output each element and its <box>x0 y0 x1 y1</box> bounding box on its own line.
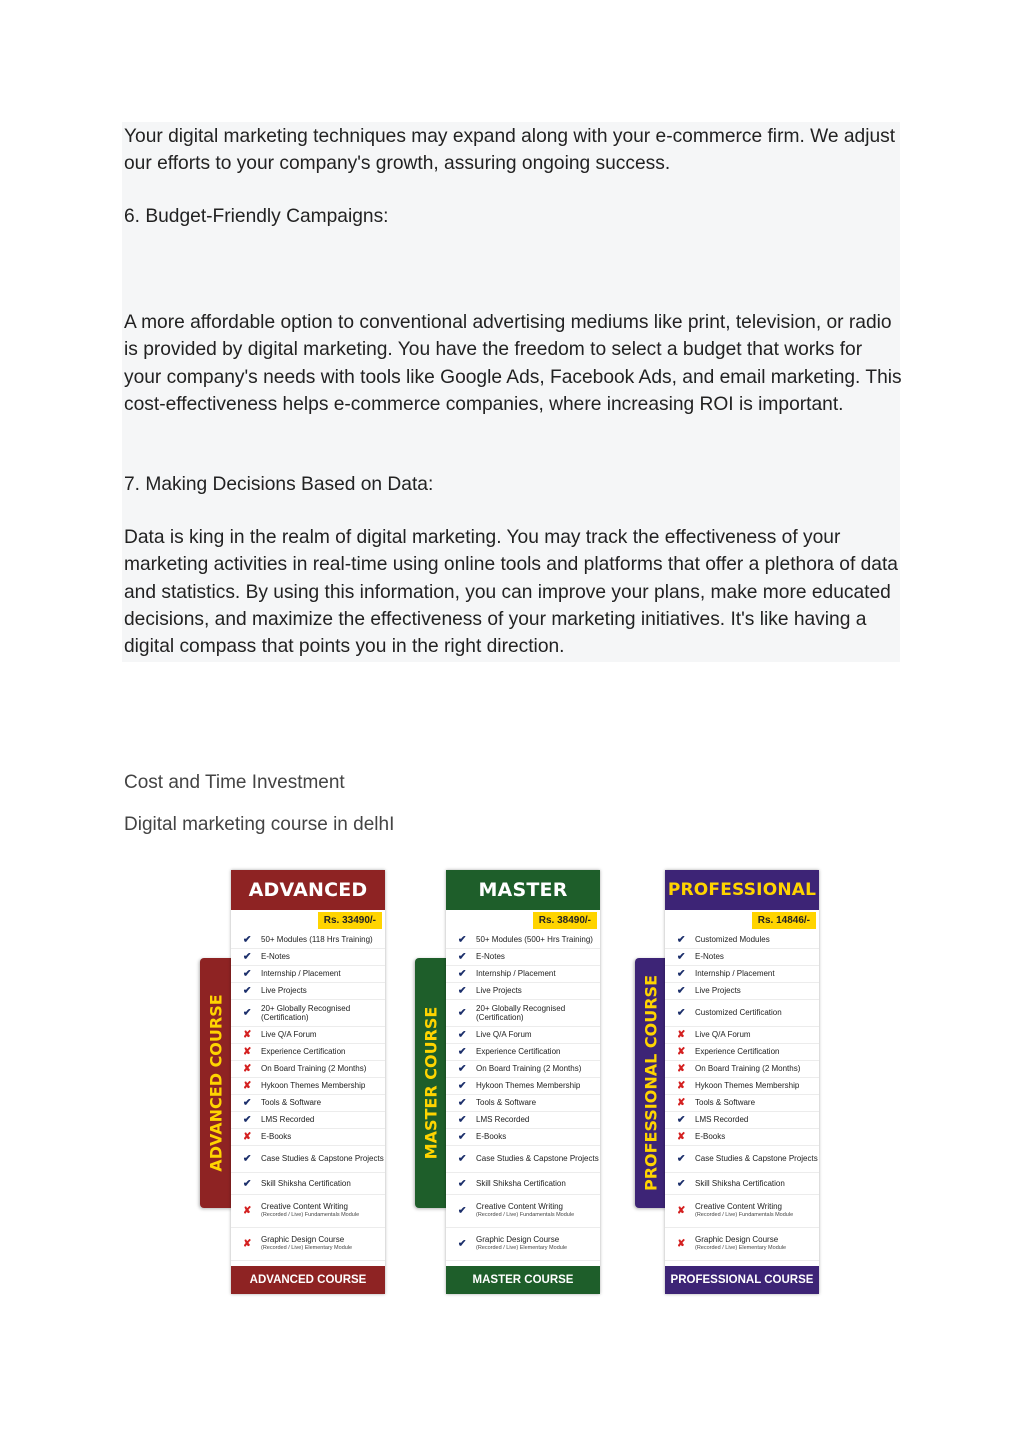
feature-row <box>231 983 385 1000</box>
feature-row <box>231 1195 385 1228</box>
feature-label: Internship / Placement <box>476 969 556 979</box>
feature-label: E-Books <box>695 1132 726 1142</box>
feature-row <box>446 1228 600 1261</box>
checkmark-icon: ✔ <box>458 1114 467 1126</box>
cross-icon: ✘ <box>243 1080 252 1092</box>
professional-course-card <box>665 870 819 1294</box>
cross-icon: ✘ <box>677 1080 686 1092</box>
feature-label: 20+ Globally Recognised (Certification) <box>261 1003 351 1022</box>
advanced-course-card <box>231 870 385 1294</box>
feature-row <box>231 1078 385 1095</box>
feature-label: Live Q/A Forum <box>261 1030 317 1040</box>
checkmark-icon: ✔ <box>458 985 467 997</box>
feature-row <box>231 1095 385 1112</box>
feature-row <box>446 1112 600 1129</box>
advanced-feature-list <box>231 932 385 1261</box>
feature-label: Creative Content Writing <box>476 1201 563 1211</box>
feature-text <box>476 1115 529 1125</box>
feature-text <box>261 1030 317 1040</box>
feature-label: 20+ Globally Recognised (Certification) <box>476 1003 566 1022</box>
feature-label: Graphic Design Course <box>476 1234 560 1244</box>
checkmark-icon: ✔ <box>458 1131 467 1143</box>
feature-text <box>261 1202 359 1221</box>
feature-row <box>665 1112 819 1129</box>
professional-card-title: PROFESSIONAL <box>665 870 819 910</box>
feature-text <box>695 1098 755 1108</box>
feature-note: (Recorded / Live) Fundamentals Module <box>476 1212 575 1218</box>
feature-text <box>695 1008 782 1018</box>
feature-text <box>261 1179 351 1189</box>
feature-label: E-Books <box>261 1132 292 1142</box>
advanced-card-footer: ADVANCED COURSE <box>231 1266 385 1294</box>
feature-row <box>665 1173 819 1195</box>
feature-label: Case Studies & Capstone Projects <box>695 1154 818 1164</box>
checkmark-icon: ✔ <box>458 1063 467 1075</box>
professional-side-tab <box>635 958 667 1208</box>
feature-text <box>261 1235 352 1254</box>
feature-label: 50+ Modules (500+ Hrs Training) <box>476 935 593 945</box>
feature-label: Tools & Software <box>476 1098 537 1108</box>
feature-label: Internship / Placement <box>261 969 341 979</box>
feature-text <box>476 1179 566 1189</box>
feature-row <box>665 1228 819 1261</box>
feature-label: E-Notes <box>476 952 505 962</box>
feature-label: Hykoon Themes Membership <box>261 1081 366 1091</box>
feature-text <box>476 1202 574 1221</box>
feature-row <box>446 966 600 983</box>
feature-label: On Board Training (2 Months) <box>261 1064 367 1074</box>
feature-text <box>695 986 741 996</box>
checkmark-icon: ✔ <box>458 1205 467 1217</box>
feature-label: LMS Recorded <box>476 1115 530 1125</box>
feature-row <box>665 1027 819 1044</box>
feature-row <box>665 1078 819 1095</box>
feature-label: E-Books <box>476 1132 507 1142</box>
feature-text <box>476 1030 532 1040</box>
feature-row <box>231 1112 385 1129</box>
checkmark-icon: ✔ <box>243 1153 252 1165</box>
master-card-title: MASTER <box>446 870 600 910</box>
professional-side-label: PROFESSIONAL COURSE <box>641 974 661 1192</box>
feature-row <box>446 983 600 1000</box>
master-card-footer: MASTER COURSE <box>446 1266 600 1294</box>
feature-label: Customized Certification <box>695 1008 782 1018</box>
paragraph-budget: A more affordable option to conventional advertising mediums like print, television, or radio is provided by digital marketing. You have the freedom to select a budget that works for your company's needs with tools like Google Ads, Facebook Ads, and email marketing. This cost-effectiveness helps e-commerce companies, where increasing ROI is important. <box>124 312 902 415</box>
feature-row <box>446 1000 600 1027</box>
cross-icon: ✘ <box>677 1063 686 1075</box>
feature-text <box>261 1004 385 1023</box>
feature-text <box>261 1081 365 1091</box>
feature-text <box>695 1115 748 1125</box>
feature-text <box>695 1081 799 1091</box>
feature-label: Live Q/A Forum <box>695 1030 751 1040</box>
feature-text <box>695 935 770 945</box>
feature-row <box>231 949 385 966</box>
feature-text <box>476 1154 599 1164</box>
feature-text <box>261 1098 321 1108</box>
cross-icon: ✘ <box>243 1046 252 1058</box>
feature-label: Hykoon Themes Membership <box>476 1081 581 1091</box>
checkmark-icon: ✔ <box>458 1097 467 1109</box>
checkmark-icon: ✔ <box>458 1080 467 1092</box>
feature-text <box>695 1202 793 1221</box>
paragraph-growth: Your digital marketing techniques may expand along with your e-commerce firm. We adjust our efforts to your company's growth, assuring ongoing success. <box>124 126 896 175</box>
feature-label: E-Notes <box>261 952 290 962</box>
feature-label: Customized Modules <box>695 935 770 945</box>
feature-row <box>446 1195 600 1228</box>
feature-label: LMS Recorded <box>261 1115 315 1125</box>
feature-row <box>446 1146 600 1173</box>
feature-row <box>665 1061 819 1078</box>
feature-row <box>446 1027 600 1044</box>
advanced-side-tab <box>200 958 232 1208</box>
feature-row <box>665 949 819 966</box>
cross-icon: ✘ <box>243 1205 252 1217</box>
feature-note: (Recorded / Live) Elementary Module <box>261 1245 353 1251</box>
feature-label: Internship / Placement <box>695 969 775 979</box>
professional-feature-list <box>665 932 819 1261</box>
cross-icon: ✘ <box>677 1097 686 1109</box>
feature-label: Skill Shiksha Certification <box>476 1178 566 1188</box>
feature-text <box>476 1235 567 1254</box>
checkmark-icon: ✔ <box>243 1114 252 1126</box>
feature-row <box>231 1173 385 1195</box>
feature-row <box>231 1228 385 1261</box>
feature-text <box>695 1047 779 1057</box>
cross-icon: ✘ <box>243 1131 252 1143</box>
feature-row <box>665 1044 819 1061</box>
feature-text <box>476 1098 536 1108</box>
feature-text <box>476 1047 560 1057</box>
feature-text <box>261 1132 291 1142</box>
feature-row <box>231 932 385 949</box>
cross-icon: ✘ <box>677 1205 686 1217</box>
master-feature-list <box>446 932 600 1261</box>
checkmark-icon: ✔ <box>243 1007 252 1019</box>
feature-row <box>446 1129 600 1146</box>
heading-data-decisions: 7. Making Decisions Based on Data: <box>124 474 434 495</box>
feature-note: (Recorded / Live) Elementary Module <box>695 1245 787 1251</box>
feature-text <box>695 969 775 979</box>
checkmark-icon: ✔ <box>458 1238 467 1250</box>
feature-label: 50+ Modules (118 Hrs Training) <box>261 935 373 945</box>
feature-note: (Recorded / Live) Fundamentals Module <box>695 1212 794 1218</box>
feature-label: Live Q/A Forum <box>476 1030 532 1040</box>
checkmark-icon: ✔ <box>458 1153 467 1165</box>
checkmark-icon: ✔ <box>458 1177 467 1189</box>
feature-text <box>695 1179 785 1189</box>
feature-text <box>476 952 505 962</box>
professional-price-badge: Rs. 14846/- <box>752 912 816 929</box>
checkmark-icon: ✔ <box>458 1007 467 1019</box>
feature-label: Live Projects <box>476 986 522 996</box>
checkmark-icon: ✔ <box>677 1153 686 1165</box>
feature-row <box>446 1061 600 1078</box>
checkmark-icon: ✔ <box>458 1046 467 1058</box>
feature-row <box>665 1146 819 1173</box>
checkmark-icon: ✔ <box>243 934 252 946</box>
feature-text <box>695 1132 725 1142</box>
cross-icon: ✘ <box>243 1238 252 1250</box>
feature-row <box>665 932 819 949</box>
feature-text <box>695 1064 800 1074</box>
checkmark-icon: ✔ <box>677 951 686 963</box>
feature-label: Creative Content Writing <box>695 1201 782 1211</box>
master-price-badge: Rs. 38490/- <box>533 912 597 929</box>
master-side-label: MASTER COURSE <box>421 1006 441 1160</box>
feature-row <box>231 1027 385 1044</box>
feature-text <box>476 1132 506 1142</box>
feature-label: Tools & Software <box>695 1098 756 1108</box>
checkmark-icon: ✔ <box>458 1029 467 1041</box>
feature-label: Skill Shiksha Certification <box>261 1178 351 1188</box>
feature-label: Experience Certification <box>695 1047 780 1057</box>
checkmark-icon: ✔ <box>458 968 467 980</box>
feature-label: Case Studies & Capstone Projects <box>476 1154 599 1164</box>
feature-text <box>261 952 290 962</box>
cross-icon: ✘ <box>677 1238 686 1250</box>
feature-text <box>261 935 373 945</box>
feature-text <box>476 986 522 996</box>
heading-budget-friendly: 6. Budget-Friendly Campaigns: <box>124 206 389 227</box>
master-side-tab <box>415 958 447 1208</box>
checkmark-icon: ✔ <box>677 985 686 997</box>
feature-row <box>231 1129 385 1146</box>
feature-row <box>231 1044 385 1061</box>
checkmark-icon: ✔ <box>243 1177 252 1189</box>
feature-text <box>695 1235 786 1254</box>
feature-row <box>446 1173 600 1195</box>
feature-note: (Recorded / Live) Fundamentals Module <box>261 1212 360 1218</box>
feature-label: Graphic Design Course <box>695 1234 779 1244</box>
feature-row <box>665 1195 819 1228</box>
feature-text <box>476 1004 600 1023</box>
professional-card-footer: PROFESSIONAL COURSE <box>665 1266 819 1294</box>
advanced-price-badge: Rs. 33490/- <box>318 912 382 929</box>
feature-text <box>261 1047 345 1057</box>
master-course-card <box>446 870 600 1294</box>
feature-row <box>231 1000 385 1027</box>
feature-row <box>665 1000 819 1027</box>
feature-label: Experience Certification <box>261 1047 346 1057</box>
checkmark-icon: ✔ <box>243 985 252 997</box>
feature-row <box>665 983 819 1000</box>
feature-text <box>261 969 341 979</box>
feature-label: LMS Recorded <box>695 1115 749 1125</box>
checkmark-icon: ✔ <box>677 968 686 980</box>
subheading-course-delhi: Digital marketing course in delhI <box>124 814 395 835</box>
checkmark-icon: ✔ <box>243 968 252 980</box>
feature-text <box>476 1081 580 1091</box>
feature-label: Tools & Software <box>261 1098 322 1108</box>
feature-label: Case Studies & Capstone Projects <box>261 1154 384 1164</box>
advanced-side-label: ADVANCED COURSE <box>206 994 226 1172</box>
feature-text <box>476 935 593 945</box>
feature-row <box>446 1095 600 1112</box>
feature-row <box>665 966 819 983</box>
advanced-card-title: ADVANCED <box>231 870 385 910</box>
feature-row <box>446 1044 600 1061</box>
feature-label: On Board Training (2 Months) <box>476 1064 582 1074</box>
feature-text <box>695 1154 818 1164</box>
checkmark-icon: ✔ <box>677 1114 686 1126</box>
feature-row <box>665 1129 819 1146</box>
cross-icon: ✘ <box>677 1029 686 1041</box>
feature-text <box>476 969 556 979</box>
subheading-cost-time: Cost and Time Investment <box>124 772 345 793</box>
checkmark-icon: ✔ <box>458 934 467 946</box>
checkmark-icon: ✔ <box>677 1177 686 1189</box>
feature-row <box>446 949 600 966</box>
feature-label: On Board Training (2 Months) <box>695 1064 801 1074</box>
feature-label: Live Projects <box>695 986 741 996</box>
feature-text <box>261 986 307 996</box>
checkmark-icon: ✔ <box>243 1097 252 1109</box>
checkmark-icon: ✔ <box>677 1007 686 1019</box>
cross-icon: ✘ <box>677 1131 686 1143</box>
checkmark-icon: ✔ <box>677 934 686 946</box>
feature-row <box>446 932 600 949</box>
feature-row <box>665 1095 819 1112</box>
feature-row <box>231 1146 385 1173</box>
feature-label: Creative Content Writing <box>261 1201 348 1211</box>
feature-row <box>231 1061 385 1078</box>
feature-text <box>261 1154 384 1164</box>
feature-label: Graphic Design Course <box>261 1234 345 1244</box>
feature-label: Hykoon Themes Membership <box>695 1081 800 1091</box>
feature-text <box>695 952 724 962</box>
feature-text <box>261 1115 314 1125</box>
feature-label: Skill Shiksha Certification <box>695 1178 785 1188</box>
feature-text <box>695 1030 751 1040</box>
cross-icon: ✘ <box>243 1063 252 1075</box>
feature-label: E-Notes <box>695 952 724 962</box>
feature-row <box>446 1078 600 1095</box>
checkmark-icon: ✔ <box>243 951 252 963</box>
checkmark-icon: ✔ <box>458 951 467 963</box>
feature-text <box>261 1064 366 1074</box>
paragraph-data: Data is king in the realm of digital marketing. You may track the effectiveness of your marketing activities in real-time using online tools and platforms that offer a plethora of data and statistics. By using this information, you can improve your plans, make more educated decisions, and maximize the effectiveness of your marketing initiatives. It's like having a digital compass that points you in the right direction. <box>124 527 898 658</box>
feature-label: Experience Certification <box>476 1047 561 1057</box>
feature-label: Live Projects <box>261 986 307 996</box>
feature-note: (Recorded / Live) Elementary Module <box>476 1245 568 1251</box>
cross-icon: ✘ <box>243 1029 252 1041</box>
feature-text <box>476 1064 581 1074</box>
cross-icon: ✘ <box>677 1046 686 1058</box>
feature-row <box>231 966 385 983</box>
